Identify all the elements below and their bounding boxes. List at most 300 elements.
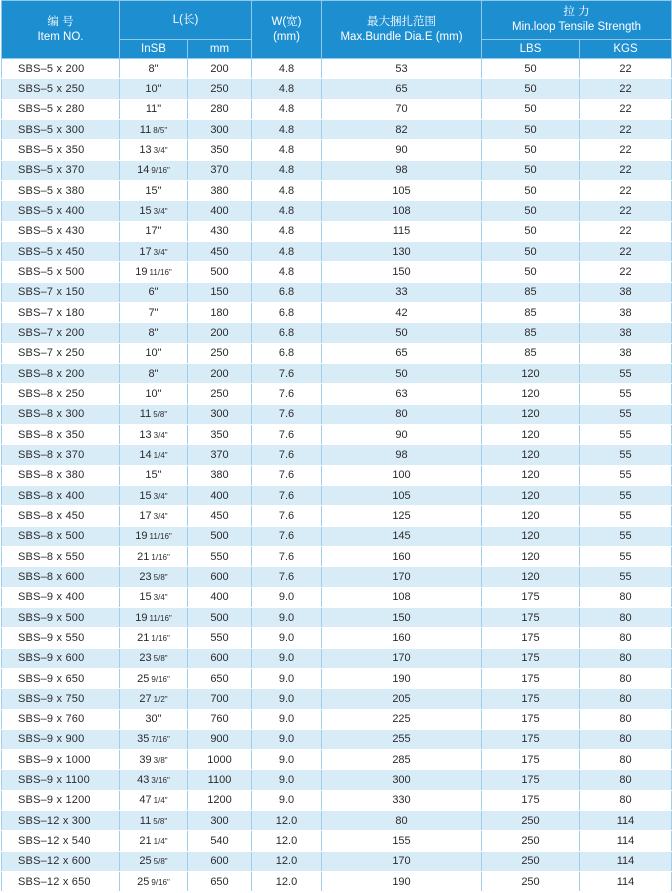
cell-item: SBS–8 x 250 xyxy=(2,384,120,404)
cell-width: 12.0 xyxy=(252,811,322,831)
cell-bundle-dia: 53 xyxy=(322,59,482,79)
cell-kgs: 114 xyxy=(580,851,672,871)
inch-whole: 39 xyxy=(139,753,152,766)
inch-whole: 17 xyxy=(139,245,152,258)
inch-whole: 8" xyxy=(148,62,159,75)
cell-kgs: 38 xyxy=(580,323,672,343)
table-row xyxy=(2,831,672,851)
inch-whole: 25 xyxy=(137,672,150,685)
table-row xyxy=(2,526,672,546)
table-row xyxy=(2,770,672,790)
cell-length-mm: 370 xyxy=(188,160,252,180)
table-row xyxy=(2,79,672,99)
inch-whole: 8" xyxy=(148,367,159,380)
table-row xyxy=(2,811,672,831)
cell-kgs: 80 xyxy=(580,689,672,709)
cell-width: 7.6 xyxy=(252,404,322,424)
cell-bundle-dia: 205 xyxy=(322,689,482,709)
inch-whole: 11" xyxy=(145,103,162,116)
cell-length-in xyxy=(120,241,188,261)
inch-whole: 15" xyxy=(145,184,162,197)
cell-lbs: 50 xyxy=(482,79,580,99)
cell-bundle-dia: 108 xyxy=(322,587,482,607)
inch-whole: 14 xyxy=(137,164,150,177)
table-row xyxy=(2,750,672,770)
table-row xyxy=(2,59,672,79)
inch-fraction: 3/16" xyxy=(151,776,170,786)
inch-whole: 25 xyxy=(139,855,152,868)
cell-kgs: 22 xyxy=(580,119,672,139)
inch-fraction: 11/16" xyxy=(149,532,172,542)
cell-lbs: 85 xyxy=(482,302,580,322)
inch-fraction: 5/8" xyxy=(153,816,168,826)
cell-item: SBS–5 x 300 xyxy=(2,119,120,139)
cell-lbs: 175 xyxy=(482,689,580,709)
header-kgs: KGS xyxy=(580,40,672,59)
cell-length-in xyxy=(120,750,188,770)
cell-kgs: 80 xyxy=(580,587,672,607)
cell-length-in xyxy=(120,424,188,444)
inch-whole: 21 xyxy=(137,631,150,644)
cell-item: SBS–9 x 900 xyxy=(2,729,120,749)
inch-whole: 15 xyxy=(139,591,152,604)
cell-item: SBS–12 x 300 xyxy=(2,811,120,831)
inch-fraction: 1/16" xyxy=(151,552,170,562)
inch-whole: 13 xyxy=(139,143,152,156)
cell-length-mm: 200 xyxy=(188,363,252,383)
header-length-in: InSB xyxy=(120,40,188,59)
cell-length-in xyxy=(120,404,188,424)
inch-whole: 30" xyxy=(145,713,162,726)
cell-length-mm: 380 xyxy=(188,465,252,485)
inch-whole: 23 xyxy=(139,570,152,583)
cell-bundle-dia: 90 xyxy=(322,140,482,160)
cell-item: SBS–5 x 500 xyxy=(2,262,120,282)
header-bundle-en: Max.Bundle Dia.E (mm) xyxy=(340,30,463,43)
cell-item: SBS–8 x 300 xyxy=(2,404,120,424)
table-row xyxy=(2,689,672,709)
cell-lbs: 120 xyxy=(482,506,580,526)
cell-bundle-dia: 125 xyxy=(322,506,482,526)
cell-kgs: 55 xyxy=(580,567,672,587)
cell-width: 4.8 xyxy=(252,241,322,261)
cell-lbs: 175 xyxy=(482,709,580,729)
cell-bundle-dia: 330 xyxy=(322,790,482,810)
inch-fraction: 3/4" xyxy=(153,511,168,521)
inch-whole: 17" xyxy=(145,225,162,238)
cell-length-in xyxy=(120,546,188,566)
cell-length-mm: 380 xyxy=(188,180,252,200)
cell-length-mm: 1000 xyxy=(188,750,252,770)
cell-item: SBS–5 x 350 xyxy=(2,140,120,160)
cell-length-mm: 250 xyxy=(188,384,252,404)
cell-length-mm: 700 xyxy=(188,689,252,709)
cell-kgs: 22 xyxy=(580,160,672,180)
cell-length-mm: 150 xyxy=(188,282,252,302)
cell-kgs: 55 xyxy=(580,546,672,566)
cell-item: SBS–8 x 350 xyxy=(2,424,120,444)
cell-length-in xyxy=(120,384,188,404)
cell-length-in xyxy=(120,363,188,383)
cell-bundle-dia: 285 xyxy=(322,750,482,770)
cell-lbs: 50 xyxy=(482,201,580,221)
cell-item: SBS–8 x 200 xyxy=(2,363,120,383)
table-row xyxy=(2,668,672,688)
cell-bundle-dia: 160 xyxy=(322,628,482,648)
cell-bundle-dia: 65 xyxy=(322,343,482,363)
cell-lbs: 120 xyxy=(482,465,580,485)
inch-fraction: 3/4" xyxy=(153,206,168,216)
cell-lbs: 250 xyxy=(482,872,580,892)
cell-lbs: 120 xyxy=(482,363,580,383)
cell-lbs: 175 xyxy=(482,750,580,770)
cell-lbs: 175 xyxy=(482,587,580,607)
cell-bundle-dia: 190 xyxy=(322,668,482,688)
table-row xyxy=(2,262,672,282)
inch-fraction: 3/8" xyxy=(153,755,168,765)
inch-whole: 10" xyxy=(145,347,162,360)
inch-whole: 10" xyxy=(145,387,162,400)
cell-item: SBS–8 x 450 xyxy=(2,506,120,526)
cell-lbs: 50 xyxy=(482,241,580,261)
cell-bundle-dia: 98 xyxy=(322,160,482,180)
table-row xyxy=(2,729,672,749)
table-row xyxy=(2,872,672,892)
cell-width: 9.0 xyxy=(252,750,322,770)
cell-bundle-dia: 80 xyxy=(322,811,482,831)
cell-length-in xyxy=(120,587,188,607)
cell-item: SBS–9 x 1100 xyxy=(2,770,120,790)
cell-kgs: 38 xyxy=(580,302,672,322)
cell-bundle-dia: 170 xyxy=(322,567,482,587)
cell-width: 9.0 xyxy=(252,709,322,729)
cell-length-mm: 280 xyxy=(188,99,252,119)
table-row xyxy=(2,465,672,485)
cell-width: 7.6 xyxy=(252,384,322,404)
cell-item: SBS–9 x 650 xyxy=(2,668,120,688)
cell-kgs: 80 xyxy=(580,607,672,627)
cell-kgs: 55 xyxy=(580,404,672,424)
cell-length-in xyxy=(120,119,188,139)
table-row xyxy=(2,607,672,627)
cell-width: 7.6 xyxy=(252,465,322,485)
table-row xyxy=(2,180,672,200)
cell-length-mm: 650 xyxy=(188,872,252,892)
cell-length-in xyxy=(120,506,188,526)
cell-bundle-dia: 50 xyxy=(322,363,482,383)
spec-table xyxy=(1,0,672,892)
cell-length-in xyxy=(120,485,188,505)
cell-kgs: 80 xyxy=(580,668,672,688)
inch-whole: 11 xyxy=(139,408,152,421)
cell-lbs: 50 xyxy=(482,140,580,160)
cell-item: SBS–5 x 370 xyxy=(2,160,120,180)
cell-item: SBS–9 x 600 xyxy=(2,648,120,668)
cell-kgs: 55 xyxy=(580,363,672,383)
cell-item: SBS–5 x 400 xyxy=(2,201,120,221)
cell-length-mm: 550 xyxy=(188,628,252,648)
header-width-unit: (mm) xyxy=(273,30,300,43)
cell-width: 6.8 xyxy=(252,323,322,343)
inch-fraction: 1/16" xyxy=(151,633,170,643)
cell-bundle-dia: 105 xyxy=(322,180,482,200)
cell-lbs: 120 xyxy=(482,404,580,424)
cell-item: SBS–9 x 550 xyxy=(2,628,120,648)
cell-width: 6.8 xyxy=(252,343,322,363)
cell-length-in xyxy=(120,607,188,627)
cell-length-in xyxy=(120,160,188,180)
cell-length-in xyxy=(120,689,188,709)
inch-whole: 7" xyxy=(148,306,159,319)
inch-whole: 11 xyxy=(139,123,152,136)
cell-bundle-dia: 33 xyxy=(322,282,482,302)
inch-fraction: 8/5" xyxy=(153,125,168,135)
cell-length-in xyxy=(120,851,188,871)
cell-length-in xyxy=(120,567,188,587)
cell-bundle-dia: 225 xyxy=(322,709,482,729)
inch-fraction: 1/2" xyxy=(153,694,168,704)
cell-kgs: 22 xyxy=(580,59,672,79)
cell-kgs: 80 xyxy=(580,628,672,648)
cell-kgs: 22 xyxy=(580,262,672,282)
inch-fraction: 11/16" xyxy=(149,613,172,623)
inch-whole: 19 xyxy=(135,611,148,624)
cell-bundle-dia: 108 xyxy=(322,201,482,221)
inch-whole: 21 xyxy=(139,835,152,848)
inch-whole: 17 xyxy=(139,509,152,522)
header-item-no xyxy=(2,1,120,59)
cell-item: SBS–5 x 250 xyxy=(2,79,120,99)
cell-lbs: 175 xyxy=(482,668,580,688)
cell-width: 9.0 xyxy=(252,770,322,790)
cell-length-in xyxy=(120,811,188,831)
cell-length-in xyxy=(120,668,188,688)
cell-length-in xyxy=(120,140,188,160)
cell-length-mm: 350 xyxy=(188,424,252,444)
cell-lbs: 120 xyxy=(482,526,580,546)
cell-lbs: 175 xyxy=(482,607,580,627)
header-item-en: Item NO. xyxy=(37,30,84,43)
cell-lbs: 120 xyxy=(482,445,580,465)
table-row xyxy=(2,628,672,648)
cell-width: 6.8 xyxy=(252,282,322,302)
cell-item: SBS–5 x 280 xyxy=(2,99,120,119)
cell-bundle-dia: 100 xyxy=(322,465,482,485)
cell-width: 4.8 xyxy=(252,180,322,200)
cell-length-in xyxy=(120,445,188,465)
cell-width: 7.6 xyxy=(252,485,322,505)
inch-whole: 15" xyxy=(145,469,162,482)
header-bundle xyxy=(322,1,482,59)
cell-lbs: 250 xyxy=(482,831,580,851)
cell-kgs: 114 xyxy=(580,811,672,831)
cell-width: 7.6 xyxy=(252,506,322,526)
cell-lbs: 175 xyxy=(482,729,580,749)
cell-width: 7.6 xyxy=(252,424,322,444)
cell-item: SBS–7 x 150 xyxy=(2,282,120,302)
cell-lbs: 175 xyxy=(482,628,580,648)
table-row xyxy=(2,343,672,363)
cell-kgs: 55 xyxy=(580,465,672,485)
cell-width: 9.0 xyxy=(252,729,322,749)
cell-length-mm: 540 xyxy=(188,831,252,851)
cell-lbs: 120 xyxy=(482,567,580,587)
cell-length-mm: 450 xyxy=(188,241,252,261)
cell-item: SBS–9 x 1200 xyxy=(2,790,120,810)
inch-whole: 19 xyxy=(135,530,148,543)
cell-kgs: 80 xyxy=(580,790,672,810)
cell-bundle-dia: 130 xyxy=(322,241,482,261)
header-tensile xyxy=(482,1,672,40)
cell-item: SBS–5 x 380 xyxy=(2,180,120,200)
cell-item: SBS–5 x 200 xyxy=(2,59,120,79)
cell-kgs: 80 xyxy=(580,709,672,729)
cell-bundle-dia: 42 xyxy=(322,302,482,322)
cell-width: 9.0 xyxy=(252,689,322,709)
cell-width: 4.8 xyxy=(252,201,322,221)
cell-bundle-dia: 82 xyxy=(322,119,482,139)
cell-length-in xyxy=(120,180,188,200)
cell-length-mm: 200 xyxy=(188,323,252,343)
cell-width: 4.8 xyxy=(252,99,322,119)
cell-length-in xyxy=(120,79,188,99)
cell-item: SBS–8 x 600 xyxy=(2,567,120,587)
inch-whole: 23 xyxy=(139,652,152,665)
table-row xyxy=(2,567,672,587)
cell-length-mm: 600 xyxy=(188,567,252,587)
cell-kgs: 22 xyxy=(580,221,672,241)
cell-kgs: 114 xyxy=(580,831,672,851)
cell-bundle-dia: 170 xyxy=(322,648,482,668)
inch-whole: 13 xyxy=(139,428,152,441)
table-row xyxy=(2,140,672,160)
inch-fraction: 3/4" xyxy=(153,593,168,603)
cell-item: SBS–9 x 400 xyxy=(2,587,120,607)
table-row xyxy=(2,119,672,139)
cell-lbs: 120 xyxy=(482,546,580,566)
cell-item: SBS–5 x 450 xyxy=(2,241,120,261)
cell-item: SBS–12 x 540 xyxy=(2,831,120,851)
cell-bundle-dia: 170 xyxy=(322,851,482,871)
cell-item: SBS–12 x 650 xyxy=(2,872,120,892)
table-row xyxy=(2,160,672,180)
inch-whole: 43 xyxy=(137,774,150,787)
cell-bundle-dia: 150 xyxy=(322,607,482,627)
cell-length-mm: 450 xyxy=(188,506,252,526)
header-width xyxy=(252,1,322,59)
cell-lbs: 50 xyxy=(482,99,580,119)
cell-lbs: 50 xyxy=(482,59,580,79)
cell-width: 9.0 xyxy=(252,607,322,627)
cell-width: 9.0 xyxy=(252,790,322,810)
cell-kgs: 22 xyxy=(580,140,672,160)
cell-width: 9.0 xyxy=(252,587,322,607)
inch-whole: 15 xyxy=(139,489,152,502)
table-row xyxy=(2,201,672,221)
inch-fraction: 7/16" xyxy=(151,735,170,745)
cell-width: 4.8 xyxy=(252,221,322,241)
inch-fraction: 3/4" xyxy=(153,430,168,440)
header-item-cn: 编 号 xyxy=(47,15,74,28)
inch-whole: 15 xyxy=(139,204,152,217)
cell-kgs: 55 xyxy=(580,384,672,404)
cell-bundle-dia: 65 xyxy=(322,79,482,99)
cell-width: 9.0 xyxy=(252,668,322,688)
cell-item: SBS–8 x 380 xyxy=(2,465,120,485)
cell-width: 4.8 xyxy=(252,262,322,282)
cell-width: 7.6 xyxy=(252,526,322,546)
cell-lbs: 175 xyxy=(482,648,580,668)
cell-item: SBS–7 x 250 xyxy=(2,343,120,363)
inch-fraction: 3/4" xyxy=(153,491,168,501)
cell-length-mm: 650 xyxy=(188,668,252,688)
inch-fraction: 3/4" xyxy=(153,145,168,155)
cell-item: SBS–12 x 600 xyxy=(2,851,120,871)
inch-fraction: 5/8" xyxy=(153,572,168,582)
cell-length-mm: 1200 xyxy=(188,790,252,810)
cell-length-in xyxy=(120,628,188,648)
cell-kgs: 22 xyxy=(580,99,672,119)
cell-item: SBS–9 x 750 xyxy=(2,689,120,709)
table-row xyxy=(2,323,672,343)
table-row xyxy=(2,384,672,404)
cell-length-mm: 1100 xyxy=(188,770,252,790)
table-row xyxy=(2,506,672,526)
table-row xyxy=(2,424,672,444)
header-width-cn: W(宽) xyxy=(271,15,302,28)
cell-kgs: 22 xyxy=(580,180,672,200)
cell-length-in xyxy=(120,323,188,343)
inch-whole: 8" xyxy=(148,326,159,339)
cell-length-mm: 550 xyxy=(188,546,252,566)
table-row xyxy=(2,241,672,261)
cell-length-mm: 300 xyxy=(188,404,252,424)
cell-lbs: 85 xyxy=(482,323,580,343)
header-length: L(长) xyxy=(120,1,252,40)
cell-bundle-dia: 63 xyxy=(322,384,482,404)
cell-width: 4.8 xyxy=(252,79,322,99)
cell-lbs: 175 xyxy=(482,770,580,790)
cell-kgs: 38 xyxy=(580,282,672,302)
inch-whole: 10" xyxy=(145,82,162,95)
cell-lbs: 50 xyxy=(482,119,580,139)
cell-width: 4.8 xyxy=(252,140,322,160)
cell-length-in xyxy=(120,221,188,241)
cell-length-in xyxy=(120,831,188,851)
cell-kgs: 80 xyxy=(580,750,672,770)
cell-length-in xyxy=(120,343,188,363)
cell-width: 7.6 xyxy=(252,567,322,587)
cell-kgs: 114 xyxy=(580,872,672,892)
cell-width: 7.6 xyxy=(252,363,322,383)
cell-length-mm: 200 xyxy=(188,59,252,79)
cell-kgs: 55 xyxy=(580,506,672,526)
inch-whole: 27 xyxy=(139,692,152,705)
cell-bundle-dia: 145 xyxy=(322,526,482,546)
table-row xyxy=(2,221,672,241)
cell-item: SBS–9 x 500 xyxy=(2,607,120,627)
table-row xyxy=(2,648,672,668)
cell-bundle-dia: 115 xyxy=(322,221,482,241)
cell-kgs: 80 xyxy=(580,729,672,749)
cell-kgs: 80 xyxy=(580,648,672,668)
inch-fraction: 1/4" xyxy=(153,450,168,460)
cell-length-in xyxy=(120,526,188,546)
inch-fraction: 3/4" xyxy=(153,247,168,257)
cell-kgs: 55 xyxy=(580,445,672,465)
inch-fraction: 9/16" xyxy=(151,674,170,684)
cell-length-mm: 180 xyxy=(188,302,252,322)
